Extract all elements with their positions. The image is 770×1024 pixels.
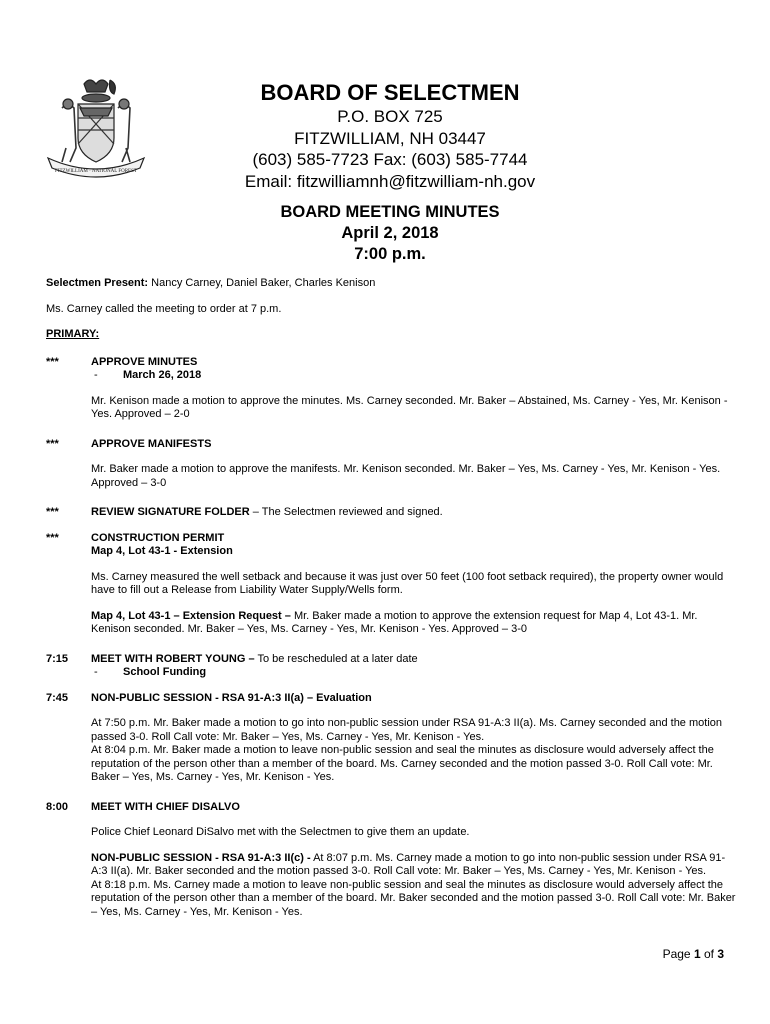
item-heading: APPROVE MANIFESTS (91, 437, 212, 450)
item-time: 7:15 (46, 652, 69, 665)
agenda-item-chief-disalvo (46, 801, 736, 920)
present-label: Selectmen Present: (46, 277, 149, 289)
meeting-date: April 2, 2018 (341, 224, 439, 242)
page-total: 3 (717, 947, 724, 961)
page-prefix: Page (662, 947, 694, 961)
svg-text:FITZWILLIAM · NATIONAL FOREST: FITZWILLIAM · NATIONAL FOREST (55, 169, 137, 174)
call-to-order: Ms. Carney called the meeting to order at 7 p.m. (46, 302, 282, 315)
item-paragraph: At 7:50 p.m. Mr. Baker made a motion to go into non-public session under RSA 91-A:3 II(a). Ms. Carney seconded and the motion passed 3-0. Roll Call vote: Mr. Baker – Yes, Ms. Carney - Yes, Mr. Kenison - Yes. (91, 717, 723, 743)
meeting-time: 7:00 p.m. (354, 245, 426, 263)
paragraph-rest: At 8:07 p.m. Ms. Carney made a motion to go into non-public session under RSA 91-A:3 II(a). Mr. Baker seconded and the motion passed 3-0. Roll Call vote: Mr. Baker – Yes, Ms. Carney - Yes, Mr. Kenison - Yes. (91, 851, 726, 877)
present-names: Nancy Carney, Daniel Baker, Charles Kenison (148, 277, 376, 289)
primary-heading: PRIMARY: (46, 328, 100, 340)
item-heading: NON-PUBLIC SESSION - RSA 91-A:3 II(a) – Evaluation (91, 691, 372, 704)
item-heading: APPROVE MINUTES (91, 355, 198, 368)
item-marker: *** (46, 437, 59, 450)
item-marker: *** (46, 506, 59, 518)
item-subheading: Map 4, Lot 43-1 - Extension (91, 545, 233, 557)
paragraph-lead: NON-PUBLIC SESSION - RSA 91-A:3 II(c) - (91, 851, 311, 864)
agenda-item-approve-manifests (46, 438, 736, 503)
item-heading: MEET WITH CHIEF DISALVO (91, 800, 240, 813)
minutes-body (46, 277, 736, 923)
item-subheading: School Funding (123, 666, 207, 678)
item-time: 7:45 (46, 691, 69, 704)
item-heading: MEET WITH ROBERT YOUNG – (91, 652, 255, 665)
item-paragraph: Mr. Baker made a motion to approve the manifests. Mr. Kenison seconded. Mr. Baker – Yes, Ms. Carney - Yes, Mr. Kenison - Yes. Approved – 3-0 (91, 463, 721, 489)
item-paragraph-2 (91, 852, 736, 879)
item-marker: *** (46, 355, 59, 368)
item-heading-rest: – The Selectmen reviewed and signed. (249, 506, 443, 518)
page-number (663, 947, 724, 961)
town-seal-logo (40, 74, 152, 186)
item-subheading: March 26, 2018 (123, 369, 202, 381)
phone-fax: (603) 585-7723 Fax: (603) 585-7744 (252, 150, 528, 169)
letterhead (180, 80, 600, 265)
po-box: P.O. BOX 725 (337, 107, 443, 126)
item-paragraph: Ms. Carney measured the well setback and because it was just over 50 feet (100 foot setback required), the property owner would have to fill out a Release from Liability Water Supply/Wells form. (91, 570, 724, 596)
page-of: of (700, 947, 718, 961)
item-paragraph-2: At 8:04 p.m. Mr. Baker made a motion to leave non-public session and seal the minutes as disclosure would adversely affect the reputation of the person other than a member of the board. Ms. Carney seconded and the motion passed 3-0. Roll Call vote: Mr. Baker – Yes, Ms. Carney - Yes, Mr. Kenison - Yes. (91, 744, 714, 783)
item-marker: *** (46, 531, 59, 544)
paragraph-lead: Map 4, Lot 43-1 – Extension Request – (91, 609, 291, 622)
email-line: Email: fitzwilliamnh@fitzwilliam-nh.gov (244, 171, 536, 191)
agenda-item-approve-minutes: *** APPROVE MINUTES - March 26, 2018 Mr. Kenison made a motion to approve the minutes. Ms. Carney seconded. Mr. Baker – Abstained, Ms. Carney - Yes, Mr. Kenison - Yes. Approved – 2-0 (46, 356, 736, 434)
item-time: 8:00 (46, 800, 69, 813)
item-paragraph-3: At 8:18 p.m. Ms. Carney made a motion to leave non-public session and seal the minutes as disclosure would adversely affect the reputation of the person other than a member of the board. Mr. Baker seconded and the motion passed 3-0. Roll Call vote: Mr. Baker – Yes, Ms. Carney - Yes, Mr. Kenison - Yes. (91, 878, 736, 918)
agenda-item-nonpublic-evaluation (46, 692, 736, 797)
city-state-zip: FITZWILLIAM, NH 03447 (294, 128, 486, 148)
org-name: BOARD OF SELECTMEN (260, 80, 520, 105)
selectmen-present (46, 277, 736, 291)
page-current: 1 (693, 947, 701, 961)
minutes-title: BOARD MEETING MINUTES (280, 203, 500, 221)
item-heading: REVIEW SIGNATURE FOLDER (91, 506, 250, 518)
item-paragraph: Police Chief Leonard DiSalvo met with the Selectmen to give them an update. (91, 826, 470, 838)
item-heading-rest: To be rescheduled at a later date (254, 652, 418, 665)
paragraph-rest: Mr. Baker made a motion to approve the extension request for Map 4, Lot 43-1. Mr. Kenison seconded. Mr. Baker – Yes, Ms. Carney - Yes, Mr. Kenison - Yes. Approved – 3-0 (91, 609, 698, 635)
agenda-item-robert-young: 7:15 MEET WITH ROBERT YOUNG – To be rescheduled at a later date - School Funding (46, 652, 418, 678)
item-paragraph-2 (91, 610, 736, 637)
item-heading: CONSTRUCTION PERMIT (91, 531, 225, 544)
item-paragraph: Mr. Kenison made a motion to approve the minutes. Ms. Carney seconded. Mr. Baker – Abstained, Ms. Carney - Yes, Mr. Kenison - Yes. Approved – 2-0 (91, 394, 728, 420)
agenda-item-construction-permit (46, 532, 736, 649)
agenda-item-signature-folder (46, 506, 736, 520)
